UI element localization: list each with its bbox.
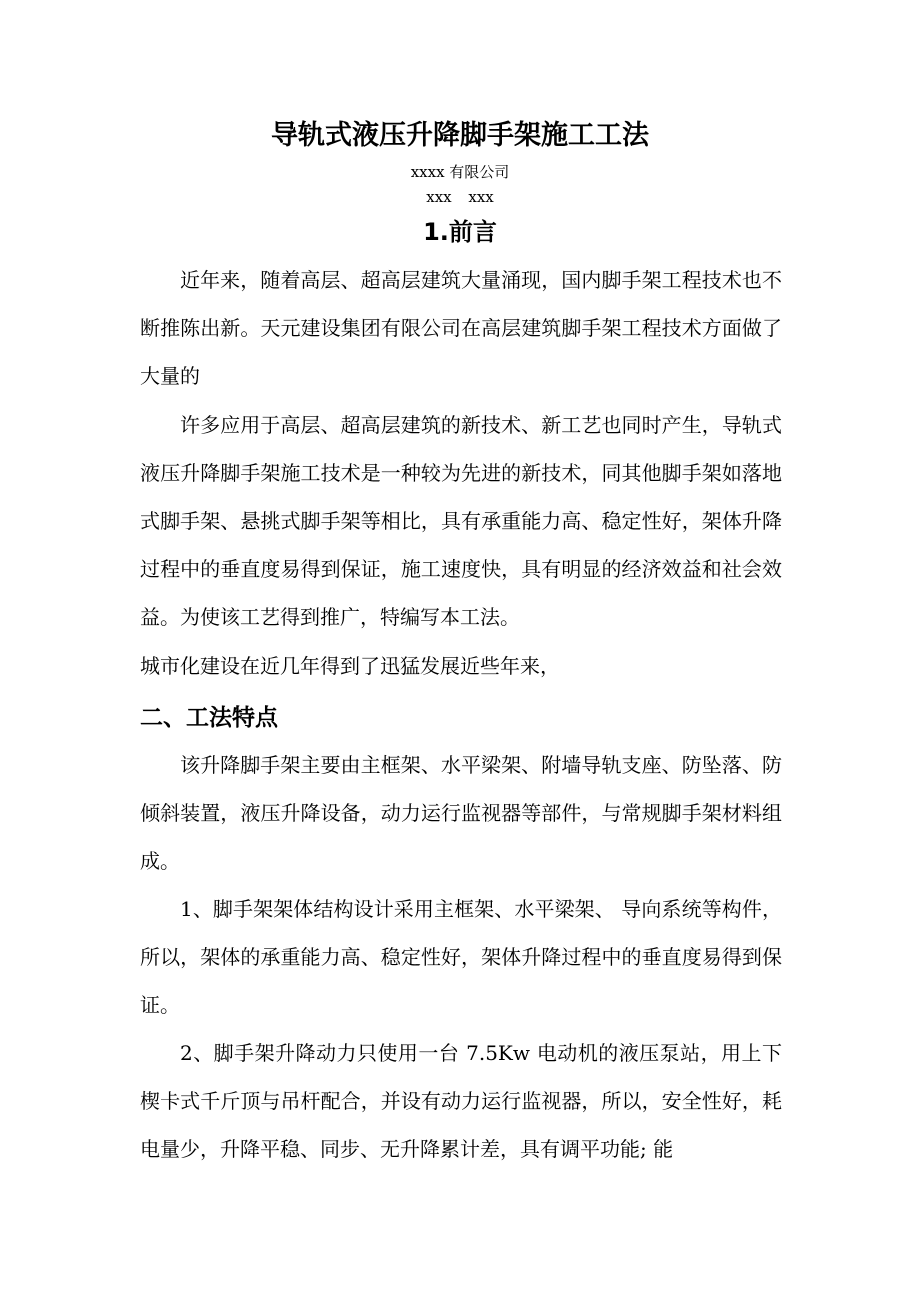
author-names: xxx xxx bbox=[426, 188, 494, 206]
section-heading-features: 二、工法特点 bbox=[140, 705, 278, 731]
paragraph: 城市化建设在近几年得到了迅猛发展近些年来， bbox=[140, 654, 560, 678]
company-name: xxxx 有限公司 bbox=[410, 163, 510, 181]
paragraph: 许多应用于高层、超高层建筑的新技术、新工艺也同时产生，导轨式液压升降脚手架施工技术是一种较为先进的新技术，同其他脚手架如落地式脚手架、悬挑式脚手架等相比，具有承重能力高、稳定性好，架体升降过程中的垂直度易得到保证，施工速度快，具有明显的经济效益和社会效益。为使该工艺得到推广，特编写本工法。 bbox=[140, 413, 782, 629]
section-heading-foreword: 1.前言 bbox=[423, 218, 497, 246]
paragraph: 该升降脚手架主要由主框架、水平梁架、附墙导轨支座、防坠落、防倾斜装置，液压升降设备，动力运行监视器等部件，与常规脚手架材料组成。 bbox=[140, 753, 782, 873]
paragraph: 近年来，随着高层、超高层建筑大量涌现，国内脚手架工程技术也不断推陈出新。天元建设集团有限公司在高层建筑脚手架工程技术方面做了大量的 bbox=[140, 268, 782, 388]
paragraph: 2、脚手架升降动力只使用一台 7.5Kw 电动机的液压泵站，用上下楔卡式千斤顶与吊杆配合，并设有动力运行监视器，所以，安全性好，耗电量少，升降平稳、同步、无升降累计差，具有调平功能; 能 bbox=[140, 1041, 782, 1161]
document-title: 导轨式液压升降脚手架施工工法 bbox=[271, 120, 649, 151]
paragraph: 1、脚手架架体结构设计采用主框架、水平梁架、 导向系统等构件，所以，架体的承重能力高、稳定性好，架体升降过程中的垂直度易得到保证。 bbox=[140, 897, 782, 1017]
